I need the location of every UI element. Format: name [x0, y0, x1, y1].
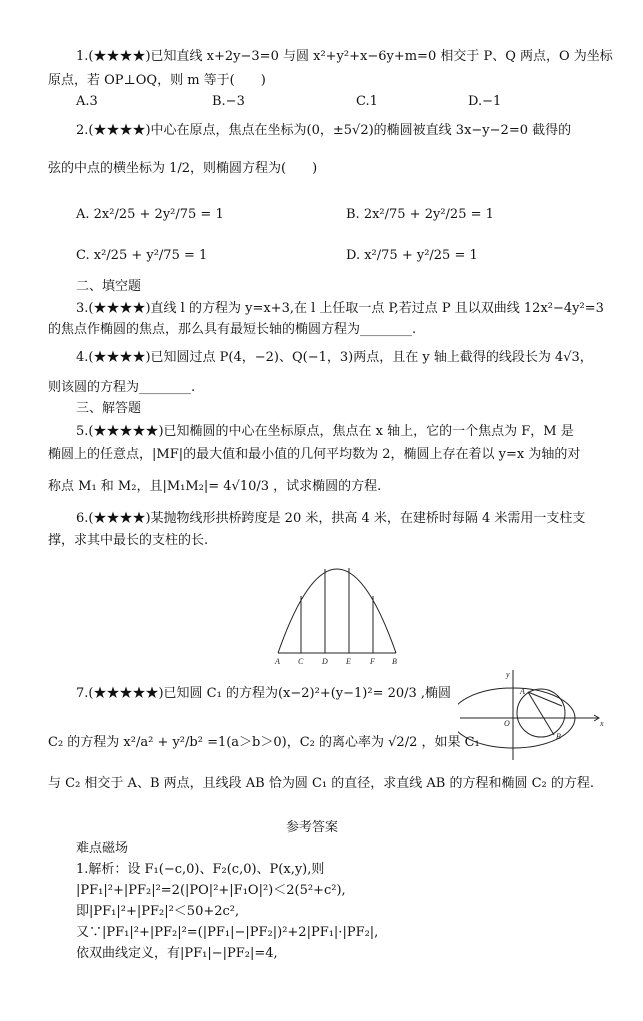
point-label-b: B: [556, 732, 561, 741]
problem-5-line-1: 5.(★★★★★)已知椭圆的中心在坐标原点，焦点在 x 轴上，它的一个焦点为 F，M 是: [76, 424, 574, 439]
problem-3-line-1: 3.(★★★★)直线 l 的方程为 y=x+3,在 l 上任取一点 P,若过点 P 且以双曲线 12x²−4y²=3: [76, 301, 604, 316]
answers-title: 参考答案: [286, 820, 339, 835]
problem-2-choice-d: D. x²/75 + y²/25 = 1: [346, 248, 478, 263]
problem-2-line-2: 弦的中点的横坐标为 1/2，则椭圆方程为( ): [48, 161, 318, 176]
problem-2-choice-b: B. 2x²/75 + 2y²/25 = 1: [346, 207, 494, 222]
bridge-label-d: D: [322, 657, 328, 666]
parabolic-bridge-figure: [270, 545, 400, 670]
problem-2-line-1: 2.(★★★★)中心在原点，焦点在坐标为(0，±5√2)的椭圆被直线 3x−y−2=0 截得的: [76, 123, 572, 138]
problem-6-line-2: 撑，求其中最长的支柱的长.: [48, 533, 209, 548]
problem-4-line-1: 4.(★★★★)已知圆过点 P(4，−2)、Q(−1，3)两点，且在 y 轴上截得的线段长为 4√3，: [76, 350, 593, 365]
bridge-label-f: F: [370, 657, 375, 666]
problem-2-choice-c: C. x²/25 + y²/75 = 1: [76, 248, 208, 263]
point-label-a: A: [520, 687, 525, 696]
answer-line-1: 1.解析：设 F₁(−c,0)、F₂(c,0)、P(x,y),则: [76, 862, 325, 877]
problem-6-line-1: 6.(★★★★)某抛物线形拱桥跨度是 20 米，拱高 4 米，在建桥时每隔 4 米需用一支柱支: [76, 511, 586, 526]
segment-ab: [528, 692, 554, 735]
bridge-label-c: C: [298, 657, 304, 666]
origin-label: O: [504, 719, 510, 728]
problem-7-line-1: 7.(★★★★★)已知圆 C₁ 的方程为(x−2)²+(y−1)²= 20/3 ,椭圆: [76, 686, 452, 701]
problem-1-line-2: 原点，若 OP⊥OQ，则 m 等于( ): [48, 73, 266, 88]
problem-5-line-2: 椭圆上的任意点，|MF|的最大值和最小值的几何平均数为 2，椭圆上存在着以 y=x 为轴的对: [48, 447, 581, 462]
answer-line-5: 依双曲线定义，有|PF₁|−|PF₂|=4,: [76, 946, 278, 961]
axis-label-x: x: [600, 719, 604, 728]
problem-4-line-2: 则该圆的方程为________.: [48, 380, 196, 395]
problem-1-choice-b: B.−3: [212, 94, 245, 109]
answer-line-4: 又∵|PF₁|²+|PF₂|²=(|PF₁|−|PF₂|)²+2|PF₁|·|PF₂|,: [76, 925, 379, 940]
bridge-arch: [278, 569, 396, 653]
segment-a-right: [528, 692, 562, 706]
ellipse-circle-figure: [458, 668, 608, 763]
problem-2-choice-a: A. 2x²/25 + 2y²/75 = 1: [76, 207, 224, 222]
problem-5-line-3: 称点 M₁ 和 M₂，且|M₁M₂|= 4√10/3 ，试求椭圆的方程.: [48, 479, 382, 494]
section-solve-heading: 三、解答题: [76, 401, 142, 416]
problem-1-choice-a: A.3: [76, 94, 98, 109]
bridge-label-e: E: [346, 657, 351, 666]
bridge-label-b: B: [392, 657, 397, 666]
problem-3-line-2: 的焦点作椭圆的焦点，那么具有最短长轴的椭圆方程为________.: [48, 322, 417, 337]
problem-7-line-3: 与 C₂ 相交于 A、B 两点，且线段 AB 恰为圆 C₁ 的直径，求直线 AB 的方程和椭圆 C₂ 的方程.: [48, 776, 595, 791]
answers-subtitle: 难点磁场: [76, 841, 129, 856]
axis-label-y: y: [506, 670, 510, 679]
problem-1-line-1: 1.(★★★★)已知直线 x+2y−3=0 与圆 x²+y²+x−6y+m=0 相交于 P、Q 两点，O 为坐标: [76, 49, 613, 64]
problem-1-choice-c: C.1: [356, 94, 378, 109]
section-fill-heading: 二、填空题: [76, 279, 142, 294]
bridge-label-a: A: [275, 657, 280, 666]
problem-7-line-2: C₂ 的方程为 x²/a² + y²/b² =1(a＞b＞0)，C₂ 的离心率为 √2/2 ，如果 C₁: [48, 735, 480, 750]
problem-1-choice-d: D.−1: [468, 94, 502, 109]
answer-line-3: 即|PF₁|²+|PF₂|²＜50+2c²,: [76, 904, 240, 919]
answer-line-2: |PF₁|²+|PF₂|²=2(|PO|²+|F₁O|²)＜2(5²+c²),: [76, 883, 346, 898]
